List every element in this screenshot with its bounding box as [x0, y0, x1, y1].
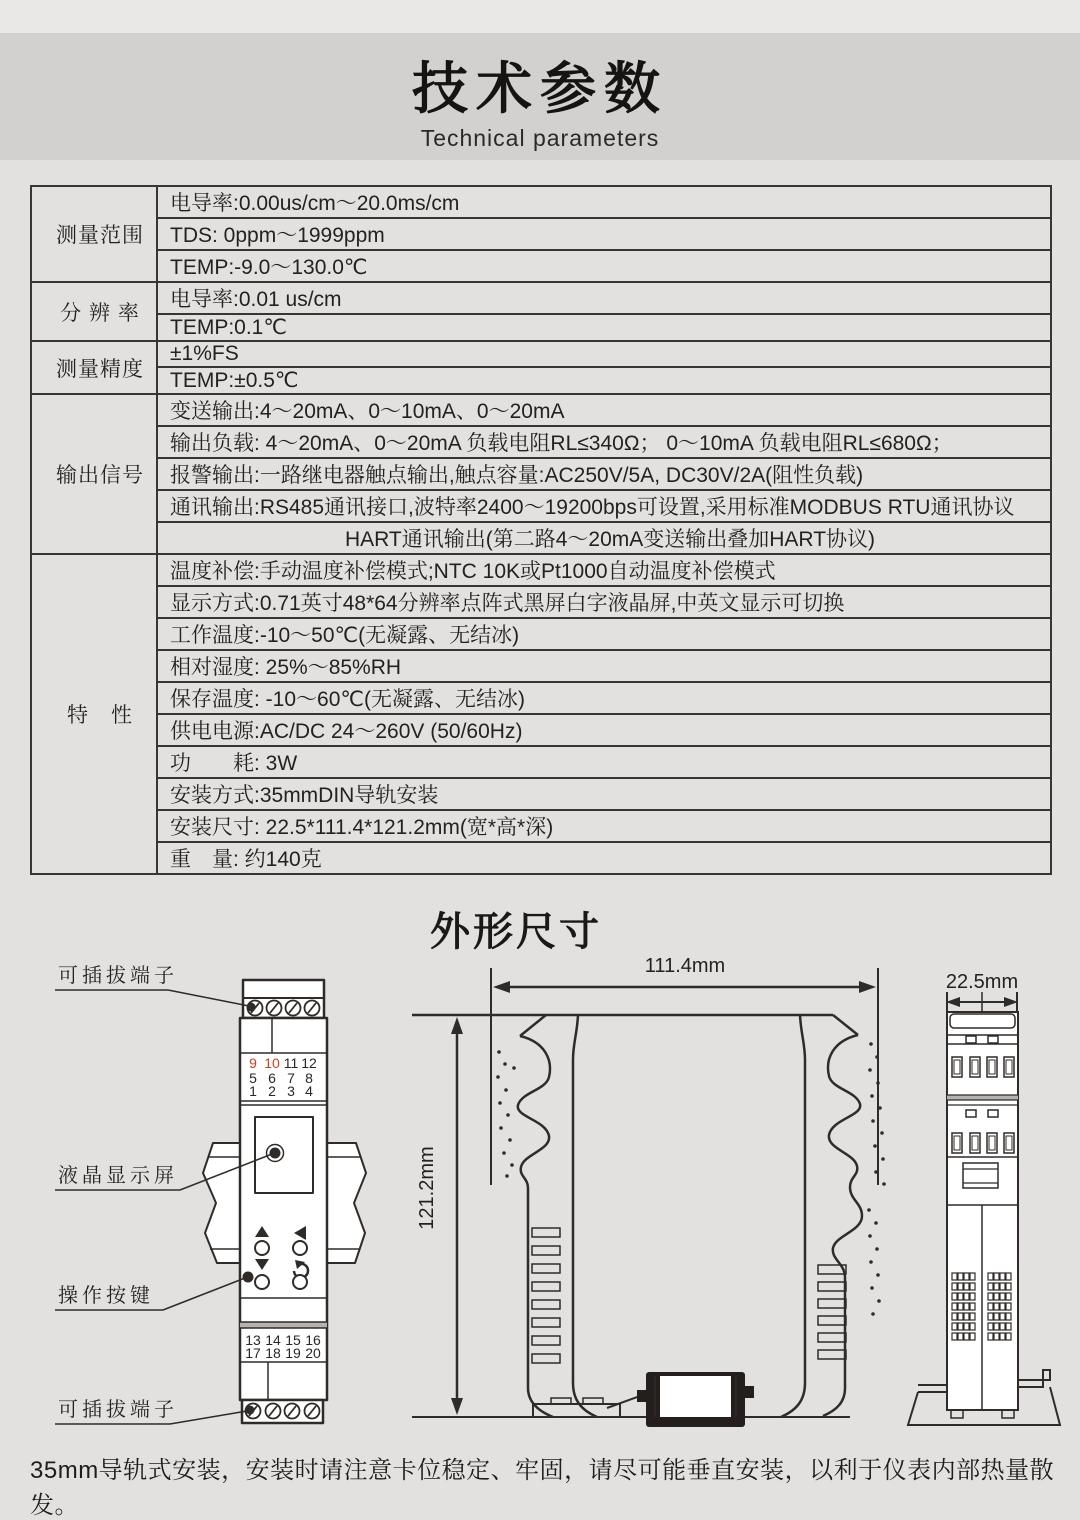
leader-dot — [243, 1272, 254, 1283]
spec-cell: 供电电源:AC/DC 24～260V (50/60Hz) — [157, 714, 1051, 746]
width-dim-label: 111.4mm — [644, 955, 726, 977]
spec-cell: 安装方式:35mmDIN导轨安装 — [157, 778, 1051, 810]
leader-dot — [247, 1003, 256, 1012]
arrow-left-icon — [493, 981, 510, 993]
label-top-terminal: 可插拔端子 — [58, 965, 178, 987]
table-row — [31, 282, 1051, 314]
top-strip — [0, 0, 1080, 33]
title-band — [0, 33, 1080, 160]
svg-text:5: 5 — [249, 1070, 257, 1086]
spec-cell: 电导率:0.01 us/cm — [157, 282, 1051, 314]
table-row — [31, 842, 1051, 874]
svg-text:15: 15 — [285, 1332, 301, 1348]
table-row — [31, 810, 1051, 842]
table-row — [31, 367, 1051, 394]
svg-text:16: 16 — [305, 1332, 321, 1348]
installation-note: 35mm导轨式安装，安装时请注意卡位稳定、牢固，请尽可能垂直安装，以利于仪表内部热量散发。 — [30, 1457, 1055, 1519]
height-dim-label: 121.2mm — [416, 1146, 438, 1230]
left-button — [293, 1241, 307, 1255]
height-dimension — [416, 1017, 463, 1415]
down-button — [255, 1275, 269, 1289]
lcd-screen — [255, 1117, 313, 1193]
group-label-resolution: 分 辨 率 — [31, 282, 157, 341]
group-label-measure-range: 测量范围 — [31, 186, 157, 282]
table-row — [31, 618, 1051, 650]
spec-cell: 通讯输出:RS485通讯接口,波特率2400～19200bps可设置,采用标准MODBUS RTU通讯协议 — [157, 490, 1051, 522]
page-subtitle: Technical parameters — [420, 125, 660, 151]
arrow-right-icon — [859, 981, 876, 993]
dimensions-section-title: 外形尺寸 — [430, 910, 602, 954]
front-view-drawing — [55, 964, 366, 1424]
table-row — [31, 682, 1051, 714]
svg-text:20: 20 — [305, 1345, 321, 1361]
table-row — [31, 218, 1051, 250]
spec-cell: 输出负载: 4～20mA、0～20mA 负载电阻RL≤340Ω； 0～10mA 负载电阻RL≤680Ω； — [157, 426, 1051, 458]
svg-text:6: 6 — [268, 1070, 276, 1086]
top-terminal-block — [243, 980, 324, 1018]
svg-text:3: 3 — [287, 1083, 295, 1099]
vent-slots-right — [818, 1265, 846, 1359]
gray-band — [240, 1322, 327, 1328]
table-row — [31, 586, 1051, 618]
table-row — [31, 554, 1051, 586]
svg-text:14: 14 — [265, 1332, 281, 1348]
table-row — [31, 650, 1051, 682]
svg-text:7: 7 — [287, 1070, 295, 1086]
label-bottom-terminal: 可插拔端子 — [58, 1399, 178, 1421]
spec-cell: 相对湿度: 25%～85%RH — [157, 650, 1051, 682]
svg-text:12: 12 — [301, 1055, 317, 1071]
table-row — [31, 341, 1051, 367]
enter-button — [293, 1275, 307, 1289]
dot-texture — [496, 1042, 886, 1316]
table-row — [31, 778, 1051, 810]
spec-cell: HART通讯输出(第二路4～20mA变送输出叠加HART协议) — [157, 522, 1051, 554]
group-label-output-signal: 输出信号 — [31, 394, 157, 554]
spec-cell: 温度补偿:手动温度补偿模式;NTC 10K或Pt1000自动温度补偿模式 — [157, 554, 1051, 586]
spec-cell: TEMP:-9.0～130.0℃ — [157, 250, 1051, 282]
arrow-down-icon — [451, 1398, 463, 1415]
table-row — [31, 714, 1051, 746]
table-row — [31, 522, 1051, 554]
spec-cell: TEMP:0.1℃ — [157, 314, 1051, 341]
spec-cell: 保存温度: -10～60℃(无凝露、无结冰) — [157, 682, 1051, 714]
bottom-terminal-block — [242, 1400, 323, 1423]
end-view-drawing — [908, 971, 1060, 1425]
arrow-up-icon — [451, 1017, 463, 1034]
spec-cell: 工作温度:-10～50℃(无凝露、无结冰) — [157, 618, 1051, 650]
spec-cell: TDS: 0ppm～1999ppm — [157, 218, 1051, 250]
spec-cell: 变送输出:4～20mA、0～10mA、0～20mA — [157, 394, 1051, 426]
label-lcd: 液晶显示屏 — [58, 1165, 178, 1187]
table-row — [31, 394, 1051, 426]
table-row — [31, 186, 1051, 218]
spec-cell: 显示方式:0.71英寸48*64分辨率点阵式黑屏白字液晶屏,中英文显示可切换 — [157, 586, 1051, 618]
svg-text:4: 4 — [305, 1083, 313, 1099]
group-label-accuracy: 测量精度 — [31, 341, 157, 394]
up-button — [255, 1241, 269, 1255]
din-clip — [533, 1396, 640, 1417]
vent-slots-left — [532, 1228, 560, 1363]
spec-cell: 报警输出:一路继电器触点输出,触点容量:AC250V/5A, DC30V/2A(阻性负载) — [157, 458, 1051, 490]
spec-cell: 重 量: 约140克 — [157, 842, 1051, 874]
table-row — [31, 490, 1051, 522]
leader-dot — [270, 1148, 281, 1159]
svg-text:1: 1 — [249, 1083, 257, 1099]
table-row — [31, 426, 1051, 458]
svg-text:10: 10 — [264, 1055, 280, 1071]
label-buttons: 操作按键 — [58, 1285, 154, 1307]
svg-text:8: 8 — [305, 1070, 313, 1086]
svg-text:17: 17 — [245, 1345, 261, 1361]
arrow-right-icon — [1004, 997, 1018, 1007]
table-row — [31, 458, 1051, 490]
spec-cell: ±1%FS — [157, 341, 1051, 367]
connector-block — [637, 1372, 754, 1427]
arrow-left-icon — [946, 997, 960, 1007]
end-view-body — [947, 1012, 1018, 1418]
leader-dot — [246, 1406, 255, 1415]
dimension-drawing-svg — [0, 940, 1080, 1445]
spec-table — [30, 185, 1052, 872]
group-label-features: 特 性 — [31, 554, 157, 874]
table-row — [31, 250, 1051, 282]
side-view-drawing — [412, 955, 886, 1427]
page-title: 技术参数 — [412, 57, 668, 120]
svg-text:2: 2 — [268, 1083, 276, 1099]
svg-text:11: 11 — [283, 1055, 299, 1071]
spec-cell: 功 耗: 3W — [157, 746, 1051, 778]
table-row — [31, 314, 1051, 341]
svg-text:9: 9 — [249, 1055, 257, 1071]
svg-text:19: 19 — [285, 1345, 301, 1361]
outline-dimension-diagram — [0, 940, 1080, 1445]
svg-text:13: 13 — [245, 1332, 261, 1348]
svg-text:18: 18 — [265, 1345, 281, 1361]
table-row — [31, 746, 1051, 778]
spec-cell: TEMP:±0.5℃ — [157, 367, 1051, 394]
module-profile — [412, 1015, 886, 1427]
spec-cell: 电导率:0.00us/cm～20.0ms/cm — [157, 186, 1051, 218]
end-width-dim-label: 22.5mm — [945, 971, 1019, 993]
spec-cell: 安装尺寸: 22.5*111.4*121.2mm(宽*高*深) — [157, 810, 1051, 842]
